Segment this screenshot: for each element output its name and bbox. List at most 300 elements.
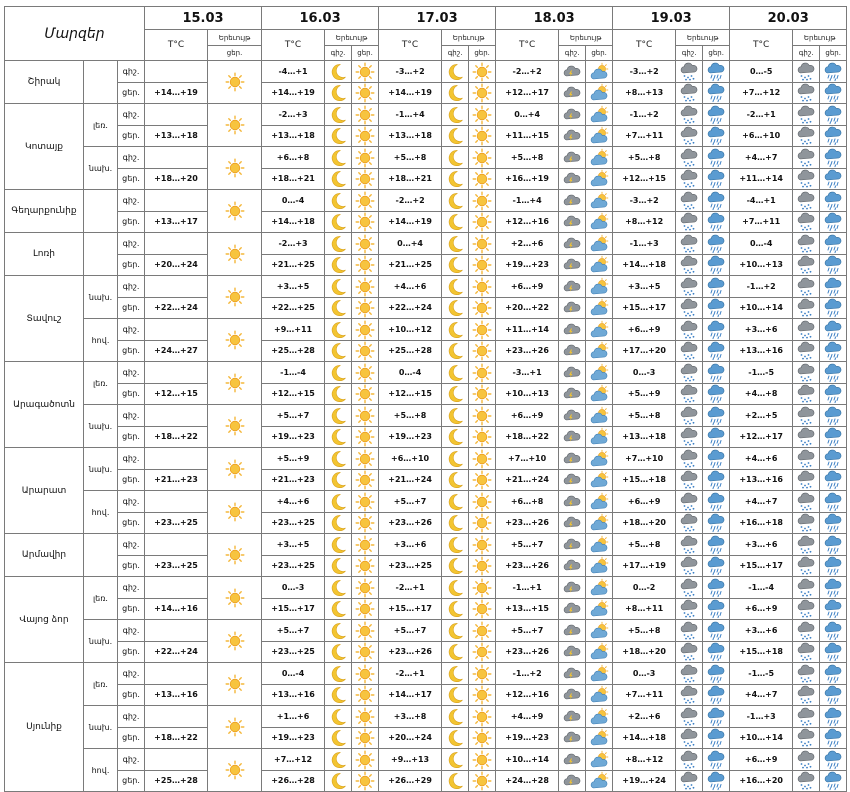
- cloud-rain-icon: [706, 212, 726, 232]
- moon-icon: [328, 320, 348, 340]
- phenomenon-cell: [442, 383, 469, 405]
- phenomenon-cell: [559, 405, 586, 427]
- forecast-row: [5, 190, 847, 212]
- subregion-label: նախ.: [84, 620, 118, 663]
- phenomenon-cell: [793, 82, 820, 104]
- partly-cloudy-icon: [589, 535, 609, 555]
- sun-icon: [225, 459, 245, 479]
- phenomenon-cell: [559, 147, 586, 169]
- phenomenon-cell: [325, 577, 352, 599]
- moon-icon: [328, 234, 348, 254]
- moon-icon: [445, 341, 465, 361]
- phenomenon-cell: [442, 706, 469, 728]
- moon-icon: [328, 363, 348, 383]
- temperature-cell: +7…+11: [613, 125, 676, 147]
- phenomenon-cell: [469, 233, 496, 255]
- temperature-cell: +11…+14: [496, 319, 559, 341]
- sun-icon: [472, 212, 492, 232]
- temperature-cell: +13…+18: [379, 125, 442, 147]
- day-label: ցեր.: [118, 641, 145, 663]
- temperature-cell: -3…+2: [379, 61, 442, 83]
- sun-icon: [472, 513, 492, 533]
- sun-icon: [355, 148, 375, 168]
- moon-icon: [328, 621, 348, 641]
- sun-icon: [472, 492, 492, 512]
- temperature-cell: [145, 61, 208, 83]
- temperature-cell: +5…+8: [613, 534, 676, 556]
- temperature-cell: -2…+3: [262, 233, 325, 255]
- phenomenon-cell: [586, 469, 613, 491]
- phenomenon-cell: [559, 598, 586, 620]
- sun-icon: [355, 341, 375, 361]
- phenomenon-cell: [469, 297, 496, 319]
- night-label: գիշ.: [118, 362, 145, 384]
- phenomenon-cell: [703, 641, 730, 663]
- phenomenon-header: Երեւույթ: [559, 30, 613, 46]
- phenomenon-cell: [352, 190, 379, 212]
- subregion-label: հով.: [84, 319, 118, 362]
- phenomenon-cell: [820, 276, 847, 298]
- cloudy-icon: [562, 642, 582, 662]
- moon-icon: [328, 83, 348, 103]
- moon-icon: [328, 148, 348, 168]
- phenomenon-cell: [676, 749, 703, 771]
- forecast-row: [5, 426, 847, 448]
- phenomenon-cell: [208, 491, 262, 534]
- phenomenon-cell: [676, 190, 703, 212]
- phenomenon-cell: [208, 706, 262, 749]
- temperature-cell: +6…+9: [613, 491, 676, 513]
- temperature-cell: +5…+7: [496, 620, 559, 642]
- cloudy-icon: [562, 728, 582, 748]
- temperature-cell: +19…+23: [262, 426, 325, 448]
- phenomenon-cell: [586, 254, 613, 276]
- partly-cloudy-icon: [589, 105, 609, 125]
- phenomenon-cell: [559, 641, 586, 663]
- forecast-row: [5, 749, 847, 771]
- phenomenon-cell: [352, 297, 379, 319]
- temperature-cell: +13…+16: [730, 469, 793, 491]
- phenomenon-cell: [820, 383, 847, 405]
- cloud-snow-icon: [679, 341, 699, 361]
- phenomenon-cell: [559, 254, 586, 276]
- temperature-cell: +4…+8: [730, 383, 793, 405]
- moon-icon: [445, 621, 465, 641]
- temperature-cell: 0…-4: [262, 190, 325, 212]
- phenomenon-cell: [820, 405, 847, 427]
- cloud-rain-icon: [706, 406, 726, 426]
- phenomenon-cell: [352, 491, 379, 513]
- forecast-row: [5, 362, 847, 384]
- forecast-row: [5, 168, 847, 190]
- moon-icon: [328, 685, 348, 705]
- cloud-rain-icon: [823, 664, 843, 684]
- cloud-snow-icon: [796, 212, 816, 232]
- phenomenon-cell: [442, 620, 469, 642]
- phenomenon-cell: [325, 727, 352, 749]
- phenomenon-cell: [442, 147, 469, 169]
- phenomenon-cell: [352, 383, 379, 405]
- phenomenon-cell: [793, 104, 820, 126]
- phenomenon-cell: [793, 577, 820, 599]
- partly-cloudy-icon: [589, 148, 609, 168]
- cloud-snow-icon: [796, 707, 816, 727]
- moon-icon: [445, 320, 465, 340]
- phenomenon-cell: [352, 104, 379, 126]
- temperature-cell: +7…+11: [730, 211, 793, 233]
- phenomenon-cell: [469, 362, 496, 384]
- phenomenon-cell: [559, 663, 586, 685]
- cloud-snow-icon: [679, 728, 699, 748]
- temperature-cell: +6…+9: [730, 598, 793, 620]
- temperature-cell: +17…+19: [613, 555, 676, 577]
- temperature-cell: +3…+6: [730, 534, 793, 556]
- cloud-rain-icon: [706, 255, 726, 275]
- temperature-cell: +10…+12: [379, 319, 442, 341]
- sun-icon: [355, 83, 375, 103]
- temperature-cell: +16…+19: [496, 168, 559, 190]
- forecast-row: [5, 663, 847, 685]
- cloud-snow-icon: [796, 621, 816, 641]
- phenomenon-cell: [793, 749, 820, 771]
- phenomenon-cell: [703, 598, 730, 620]
- forecast-row: [5, 469, 847, 491]
- sun-icon: [472, 234, 492, 254]
- phenomenon-cell: [586, 319, 613, 341]
- phenomenon-cell: [469, 147, 496, 169]
- moon-icon: [445, 707, 465, 727]
- cloud-snow-icon: [679, 234, 699, 254]
- phenomenon-cell: [586, 168, 613, 190]
- phenomenon-cell: [325, 276, 352, 298]
- temperature-cell: +4…+6: [730, 448, 793, 470]
- phenomenon-cell: [676, 534, 703, 556]
- cloudy-icon: [562, 513, 582, 533]
- phenomenon-cell: [676, 125, 703, 147]
- phenomenon-cell: [442, 211, 469, 233]
- moon-icon: [328, 513, 348, 533]
- day-label: ցեր.: [118, 555, 145, 577]
- sun-icon: [472, 169, 492, 189]
- temperature-cell: [145, 448, 208, 470]
- sun-icon: [225, 244, 245, 264]
- cloud-rain-icon: [706, 599, 726, 619]
- temperature-cell: +26…+29: [379, 770, 442, 792]
- cloud-rain-icon: [706, 728, 726, 748]
- night-label: գիշ.: [118, 61, 145, 83]
- sun-icon: [225, 330, 245, 350]
- subregion-label: հով.: [84, 749, 118, 792]
- subregion-label: նախ.: [84, 405, 118, 448]
- cloud-rain-icon: [823, 105, 843, 125]
- moon-icon: [328, 535, 348, 555]
- temperature-cell: +5…+7: [379, 491, 442, 513]
- phenomenon-cell: [469, 211, 496, 233]
- region-name: Սյունիք: [5, 663, 84, 792]
- phenomenon-cell: [820, 749, 847, 771]
- temp-header: T°C: [496, 30, 559, 61]
- temperature-cell: [145, 233, 208, 255]
- phenomenon-cell: [793, 706, 820, 728]
- subregion-label: նախ.: [84, 276, 118, 319]
- phenomenon-cell: [793, 641, 820, 663]
- moon-icon: [445, 384, 465, 404]
- phenomenon-cell: [793, 168, 820, 190]
- temperature-cell: +23…+26: [379, 641, 442, 663]
- cloud-rain-icon: [706, 685, 726, 705]
- phenomenon-header: Երեւույթ: [676, 30, 730, 46]
- phenomenon-cell: [442, 405, 469, 427]
- cloud-snow-icon: [679, 148, 699, 168]
- cloud-snow-icon: [679, 406, 699, 426]
- phenomenon-cell: [352, 684, 379, 706]
- sun-icon: [355, 126, 375, 146]
- temperature-cell: +9…+11: [262, 319, 325, 341]
- phenomenon-cell: [208, 577, 262, 620]
- moon-icon: [445, 470, 465, 490]
- moon-icon: [328, 556, 348, 576]
- temperature-cell: +13…+18: [613, 426, 676, 448]
- sun-icon: [472, 685, 492, 705]
- moon-icon: [328, 62, 348, 82]
- phenomenon-header: Երեւույթ: [442, 30, 496, 46]
- partly-cloudy-icon: [589, 427, 609, 447]
- phenomenon-cell: [442, 684, 469, 706]
- phenomenon-cell: [586, 577, 613, 599]
- partly-cloudy-icon: [589, 470, 609, 490]
- temperature-cell: +2…+6: [496, 233, 559, 255]
- moon-icon: [328, 169, 348, 189]
- sun-icon: [355, 363, 375, 383]
- cloudy-icon: [562, 234, 582, 254]
- temperature-cell: +4…+6: [262, 491, 325, 513]
- temperature-cell: 0…-2: [613, 577, 676, 599]
- phenomenon-cell: [442, 104, 469, 126]
- sun-icon: [472, 470, 492, 490]
- phenomenon-cell: [676, 684, 703, 706]
- phenomenon-cell: [676, 491, 703, 513]
- moon-icon: [328, 191, 348, 211]
- sun-icon: [225, 588, 245, 608]
- phenomenon-cell: [793, 469, 820, 491]
- night-label: գիշ.: [118, 577, 145, 599]
- phenomenon-cell: [793, 555, 820, 577]
- temperature-cell: +12…+15: [379, 383, 442, 405]
- temperature-cell: +21…+24: [496, 469, 559, 491]
- cloud-rain-icon: [823, 298, 843, 318]
- temperature-cell: +12…+17: [496, 82, 559, 104]
- phenomenon-cell: [703, 297, 730, 319]
- cloud-snow-icon: [679, 169, 699, 189]
- temperature-cell: +22…+24: [379, 297, 442, 319]
- phenomenon-cell: [676, 168, 703, 190]
- phenomenon-cell: [442, 297, 469, 319]
- cloud-rain-icon: [823, 427, 843, 447]
- phenomenon-cell: [442, 319, 469, 341]
- phenomenon-cell: [559, 706, 586, 728]
- cloud-snow-icon: [796, 449, 816, 469]
- night-label: գիշ.: [118, 491, 145, 513]
- phenomenon-cell: [586, 211, 613, 233]
- cloud-rain-icon: [706, 449, 726, 469]
- temperature-cell: -2…+1: [730, 104, 793, 126]
- phenomenon-cell: [559, 82, 586, 104]
- temp-header: T°C: [379, 30, 442, 61]
- cloud-snow-icon: [796, 169, 816, 189]
- sun-icon: [355, 234, 375, 254]
- sun-icon: [472, 83, 492, 103]
- phenomenon-cell: [469, 684, 496, 706]
- moon-icon: [328, 492, 348, 512]
- day-label: ցեր.: [118, 383, 145, 405]
- sun-icon: [225, 717, 245, 737]
- moon-icon: [328, 750, 348, 770]
- phenomenon-cell: [586, 598, 613, 620]
- phenomenon-cell: [208, 362, 262, 405]
- phenomenon-cell: [703, 426, 730, 448]
- temperature-cell: +6…+10: [379, 448, 442, 470]
- temperature-cell: +5…+8: [379, 405, 442, 427]
- cloud-rain-icon: [823, 470, 843, 490]
- temperature-cell: +15…+17: [613, 297, 676, 319]
- temperature-cell: +10…+13: [496, 383, 559, 405]
- phenomenon-cell: [676, 555, 703, 577]
- temperature-cell: +20…+24: [145, 254, 208, 276]
- phenomenon-cell: [325, 469, 352, 491]
- cloud-rain-icon: [706, 105, 726, 125]
- phenomenon-cell: [676, 383, 703, 405]
- cloud-rain-icon: [823, 384, 843, 404]
- sun-icon: [472, 191, 492, 211]
- partly-cloudy-icon: [589, 384, 609, 404]
- phenomenon-cell: [676, 276, 703, 298]
- phenomenon-cell: [703, 82, 730, 104]
- temperature-cell: +14…+19: [379, 82, 442, 104]
- cloud-snow-icon: [796, 578, 816, 598]
- phenomenon-cell: [352, 276, 379, 298]
- temperature-cell: 0…-3: [613, 362, 676, 384]
- cloud-rain-icon: [823, 707, 843, 727]
- cloud-snow-icon: [679, 363, 699, 383]
- partly-cloudy-icon: [589, 750, 609, 770]
- temperature-cell: -1…+3: [730, 706, 793, 728]
- cloud-snow-icon: [796, 363, 816, 383]
- temperature-cell: -2…+1: [379, 577, 442, 599]
- temperature-cell: +6…+9: [730, 749, 793, 771]
- cloud-snow-icon: [796, 470, 816, 490]
- cloud-snow-icon: [796, 513, 816, 533]
- forecast-row: [5, 727, 847, 749]
- phenomenon-cell: [325, 104, 352, 126]
- temperature-cell: +21…+23: [262, 469, 325, 491]
- partly-cloudy-icon: [589, 234, 609, 254]
- moon-icon: [445, 449, 465, 469]
- phenomenon-cell: [352, 125, 379, 147]
- phenomenon-cell: [559, 383, 586, 405]
- sun-icon: [355, 685, 375, 705]
- phenomenon-cell: [676, 104, 703, 126]
- cloud-snow-icon: [796, 298, 816, 318]
- forecast-row: [5, 104, 847, 126]
- temperature-cell: 0…-4: [262, 663, 325, 685]
- phenomenon-cell: [793, 362, 820, 384]
- phenomenon-cell: [325, 555, 352, 577]
- temperature-cell: +12…+16: [496, 211, 559, 233]
- phenomenon-cell: [442, 577, 469, 599]
- phenomenon-cell: [442, 448, 469, 470]
- temperature-cell: +21…+23: [145, 469, 208, 491]
- sun-icon: [355, 728, 375, 748]
- temperature-cell: -4…+1: [730, 190, 793, 212]
- phenomenon-cell: [559, 297, 586, 319]
- moon-icon: [328, 599, 348, 619]
- temperature-cell: +19…+23: [496, 254, 559, 276]
- temperature-cell: +18…+21: [379, 168, 442, 190]
- night-label: գիշ.: [118, 319, 145, 341]
- cloud-snow-icon: [679, 191, 699, 211]
- region-name: Շիրակ: [5, 61, 84, 104]
- temp-header: T°C: [262, 30, 325, 61]
- phenomenon-cell: [469, 319, 496, 341]
- moon-icon: [445, 406, 465, 426]
- sun-icon: [225, 115, 245, 135]
- phenomenon-cell: [325, 61, 352, 83]
- phenomenon-cell: [793, 125, 820, 147]
- day-label: ցեր.: [118, 469, 145, 491]
- temperature-cell: +20…+22: [496, 297, 559, 319]
- temp-header: T°C: [613, 30, 676, 61]
- phenomenon-cell: [820, 362, 847, 384]
- cloud-snow-icon: [679, 384, 699, 404]
- cloud-rain-icon: [706, 83, 726, 103]
- sun-icon: [472, 363, 492, 383]
- region-name: Արագածոտն: [5, 362, 84, 448]
- night-label: գիշ.: [118, 104, 145, 126]
- phenomenon-cell: [703, 254, 730, 276]
- cloud-snow-icon: [796, 728, 816, 748]
- phenomenon-header: Երեւույթ: [208, 30, 262, 46]
- phenomenon-cell: [703, 168, 730, 190]
- phenomenon-cell: [703, 190, 730, 212]
- phenomenon-cell: [469, 770, 496, 792]
- day-label: ցեր.: [118, 254, 145, 276]
- phenomenon-cell: [469, 190, 496, 212]
- phenomenon-cell: [703, 770, 730, 792]
- cloud-rain-icon: [823, 535, 843, 555]
- partly-cloudy-icon: [589, 664, 609, 684]
- phenomenon-cell: [559, 190, 586, 212]
- temperature-cell: +19…+23: [262, 727, 325, 749]
- temperature-cell: -1…+4: [379, 104, 442, 126]
- forecast-table: [4, 6, 847, 792]
- temperature-cell: +18…+20: [613, 641, 676, 663]
- phenomenon-cell: [676, 211, 703, 233]
- cloud-rain-icon: [706, 621, 726, 641]
- phenomenon-cell: [208, 104, 262, 147]
- phenomenon-cell: [442, 125, 469, 147]
- phenomenon-cell: [793, 598, 820, 620]
- temperature-cell: +5…+9: [613, 383, 676, 405]
- temperature-cell: +6…+8: [496, 491, 559, 513]
- sun-icon: [472, 578, 492, 598]
- temperature-cell: +24…+28: [496, 770, 559, 792]
- phenomenon-cell: [442, 190, 469, 212]
- temperature-cell: +7…+12: [730, 82, 793, 104]
- temperature-cell: -2…+2: [379, 190, 442, 212]
- temperature-cell: +18…+20: [613, 512, 676, 534]
- phenomenon-cell: [469, 168, 496, 190]
- phenomenon-cell: [469, 469, 496, 491]
